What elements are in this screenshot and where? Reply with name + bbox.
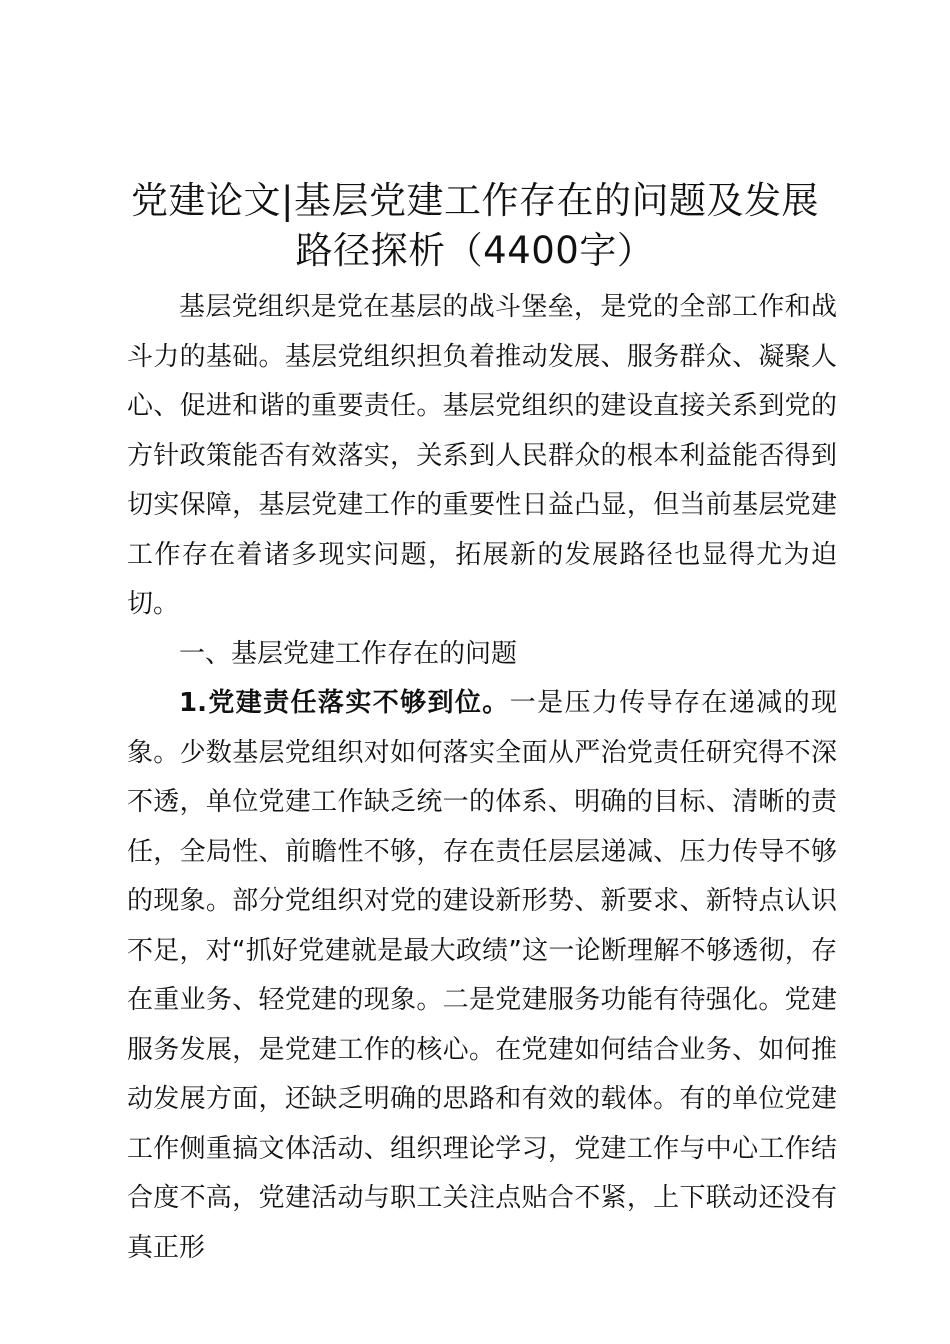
document-title: 党建论文|基层党建工作存在的问题及发展路径探析（4400字）	[131, 179, 819, 272]
point-1-paragraph	[127, 679, 837, 1273]
section-heading: 一、基层党建工作存在的问题	[179, 638, 518, 669]
document-body	[127, 283, 837, 1273]
intro-paragraph: 基层党组织是党在基层的战斗堡垒，是党的全部工作和战斗力的基础。基层党组织担负着推动发展、服务群众、凝聚人心、促进和谐的重要责任。基层党组织的建设直接关系到党的方针政策能否有效落实，关系到人民群众的根本利益能否得到切实保障，基层党建工作的重要性日益凸显，但当前基层党建工作存在着诸多现实问题，拓展新的发展路径也显得尤为迫切。	[127, 292, 837, 619]
point-1-body: 一是压力传导存在递减的现象。少数基层党组织对如何落实全面从严治党责任研究得不深不透，单位党建工作缺乏统一的体系、明确的目标、清晰的责任，全局性、前瞻性不够，存在责任层层递减、压力传导不够的现象。部分党组织对党的建设新形势、新要求、新特点认识不足，对“抓好党建就是最大政绩”这一论断理解不够透彻，存在重业务、轻党建的现象。二是党建服务功能有待强化。党建服务发展，是党建工作的核心。在党建如何结合业务、如何推动发展方面，还缺乏明确的思路和有效的载体。有的单位党建工作侧重搞文体活动、组织理论学习，党建工作与中心工作结合度不高，党建活动与职工关注点贴合不紧，上下联动还没有真正形	[127, 688, 837, 1263]
point-1-lead: 1.党建责任落实不够到位。	[179, 688, 510, 718]
